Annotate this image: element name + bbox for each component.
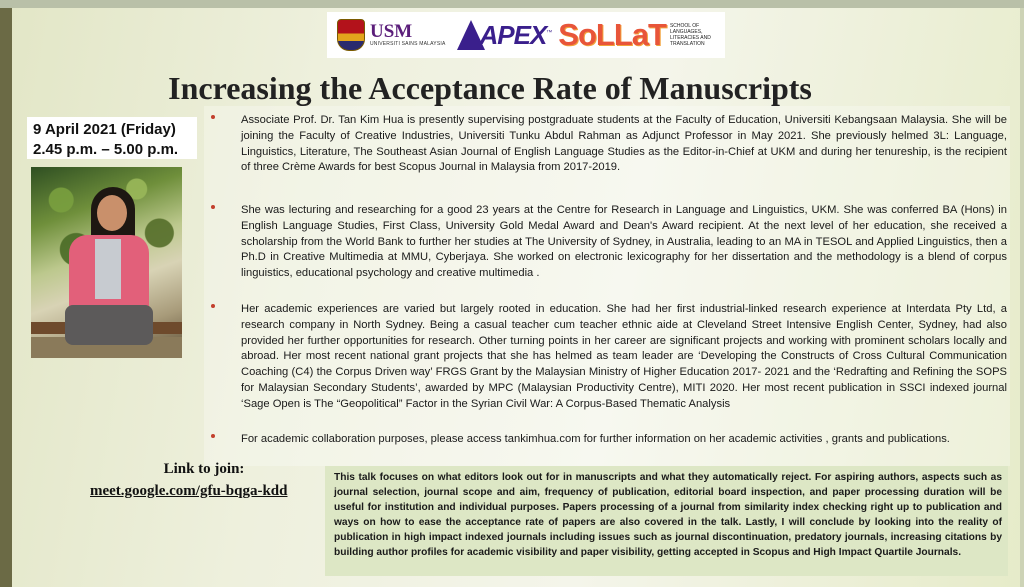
- bio-text: Her academic experiences are varied but largely rooted in education. She had her first industrial-linked research experience at Interdata Pty Ltd, a research company in North Sydney. Being a casual teacher cum teacher ethnic aide at Cleveland Street Intensive English Center, Sydney, had also provided her further opportunities for research. Other turning points in her career are significant projects and working with prominent scholars locally and abroad. Her most recent national grant projects that she has helmed as team leader are ‘Developing the Constructs of Cross Cultural Communication Coaching (C4) the Corpus Driven way’ FRGS Grant by the Malaysian Ministry of Higher Education 2017- 2021 and the ‘Redrafting and Refining the SOPS for Malaysian Secondary Students’, awarded by MPC (Malaysian Productivity Centre), MITI 2020. Her most recent publication in SSCI indexed journal ‘Sage Open is The “Geopolitical” Factor in the Syrian Civil War: A Corpus-Based Thematic Analysis: [241, 303, 1007, 410]
- event-date: 9 April 2021 (Friday): [33, 121, 176, 138]
- apex-triangle-icon: [457, 20, 485, 50]
- event-datetime: [27, 117, 197, 159]
- logo-strip: [327, 12, 725, 58]
- apex-logo: [457, 20, 552, 51]
- usm-subtitle: UNIVERSITI SAINS MALAYSIA: [370, 41, 446, 47]
- event-time: 2.45 p.m. – 5.00 p.m.: [33, 141, 179, 158]
- page-title: Increasing the Acceptance Rate of Manuscripts: [168, 70, 812, 106]
- bullet-icon: [211, 115, 215, 119]
- bio-item: [204, 302, 1010, 413]
- bio-item: [204, 113, 1010, 176]
- join-label: Link to join:: [163, 461, 245, 477]
- sollat-wordmark: SoLLaT: [558, 17, 666, 52]
- bio-text: She was lecturing and researching for a good 23 years at the Centre for Research in Language and Linguistics, UKM. She was conferred BA (Hons) in English Language Studies, First Class, University Gold Medal Award and Dean's Award recipient. At the next level of her education, she received a scholarship from the World Bank to further her studies at The University of Sydney, in Australia, leading to an MA in TESOL and Applied Linguistics, then a Ph.D in Creative Multimedia at MMU, Cyberjaya. She worked on electronic lexicography for her dissertation and the methodology is a blend of corpus linguistics, educational psychology and creative multimedia .: [241, 204, 1007, 280]
- bullet-icon: [211, 304, 215, 308]
- bullet-icon: [211, 205, 215, 209]
- apex-trademark: ™: [546, 29, 553, 36]
- usm-crest-icon: [337, 19, 365, 51]
- meeting-link[interactable]: meet.google.com/gfu-bqga-kdd: [90, 483, 288, 499]
- bio-item: [204, 432, 1010, 448]
- speaker-bio: [204, 106, 1010, 466]
- sollat-subtitle: SCHOOL OF LANGUAGES, LITERACIES AND TRANSLATION: [669, 23, 711, 47]
- bio-text: For academic collaboration purposes, please access tankimhua.com for further information on her academic activities , grants and publications.: [241, 433, 950, 445]
- usm-wordmark: USM: [370, 21, 413, 42]
- apex-wordmark: APEX: [479, 19, 547, 50]
- right-border: [1020, 8, 1024, 587]
- usm-logo: [337, 19, 445, 51]
- bio-item: [204, 203, 1010, 282]
- bullet-icon: [211, 434, 215, 438]
- speaker-photo: [31, 167, 182, 358]
- talk-abstract: This talk focuses on what editors look out for in manuscripts and what they automatically reject. For aspiring authors, aspects such as journal selection, journal scope and aim, frequency of publication, editorial board inspection, and paper processing duration will be useful for institution and individual purposes. Papers processing of a journal from similarity index checking right up to publication and ways on how to ease the acceptance rate of papers are also covered in the talk. Lastly, I will conclude by looking into the reality of publication in high impact indexed journals including issues such as journal discontinuation, predatory journals, increasing citations by building author profiles for academic visibility and paper visibility, getting accepted in Scopus and High Impact Quartile Journals.: [325, 466, 1008, 576]
- top-border: [0, 0, 1024, 8]
- bio-text: Associate Prof. Dr. Tan Kim Hua is presently supervising postgraduate students at the Faculty of Education, Universiti Kebangsaan Malaysia. She will be joining the Faculty of Creative Industries, Universiti Tunku Abdul Rahman as Adjunct Professor in May 2021. She previously helmed 3L: Language, Linguistics, Literature, The Southeast Asian Journal of English Language Studies as the Editor-in-Chief at UKM and during her tenureship, is the recipient of three Crème Awards for best Scopus Journal in Malaysia from 2017-2019.: [241, 114, 1007, 174]
